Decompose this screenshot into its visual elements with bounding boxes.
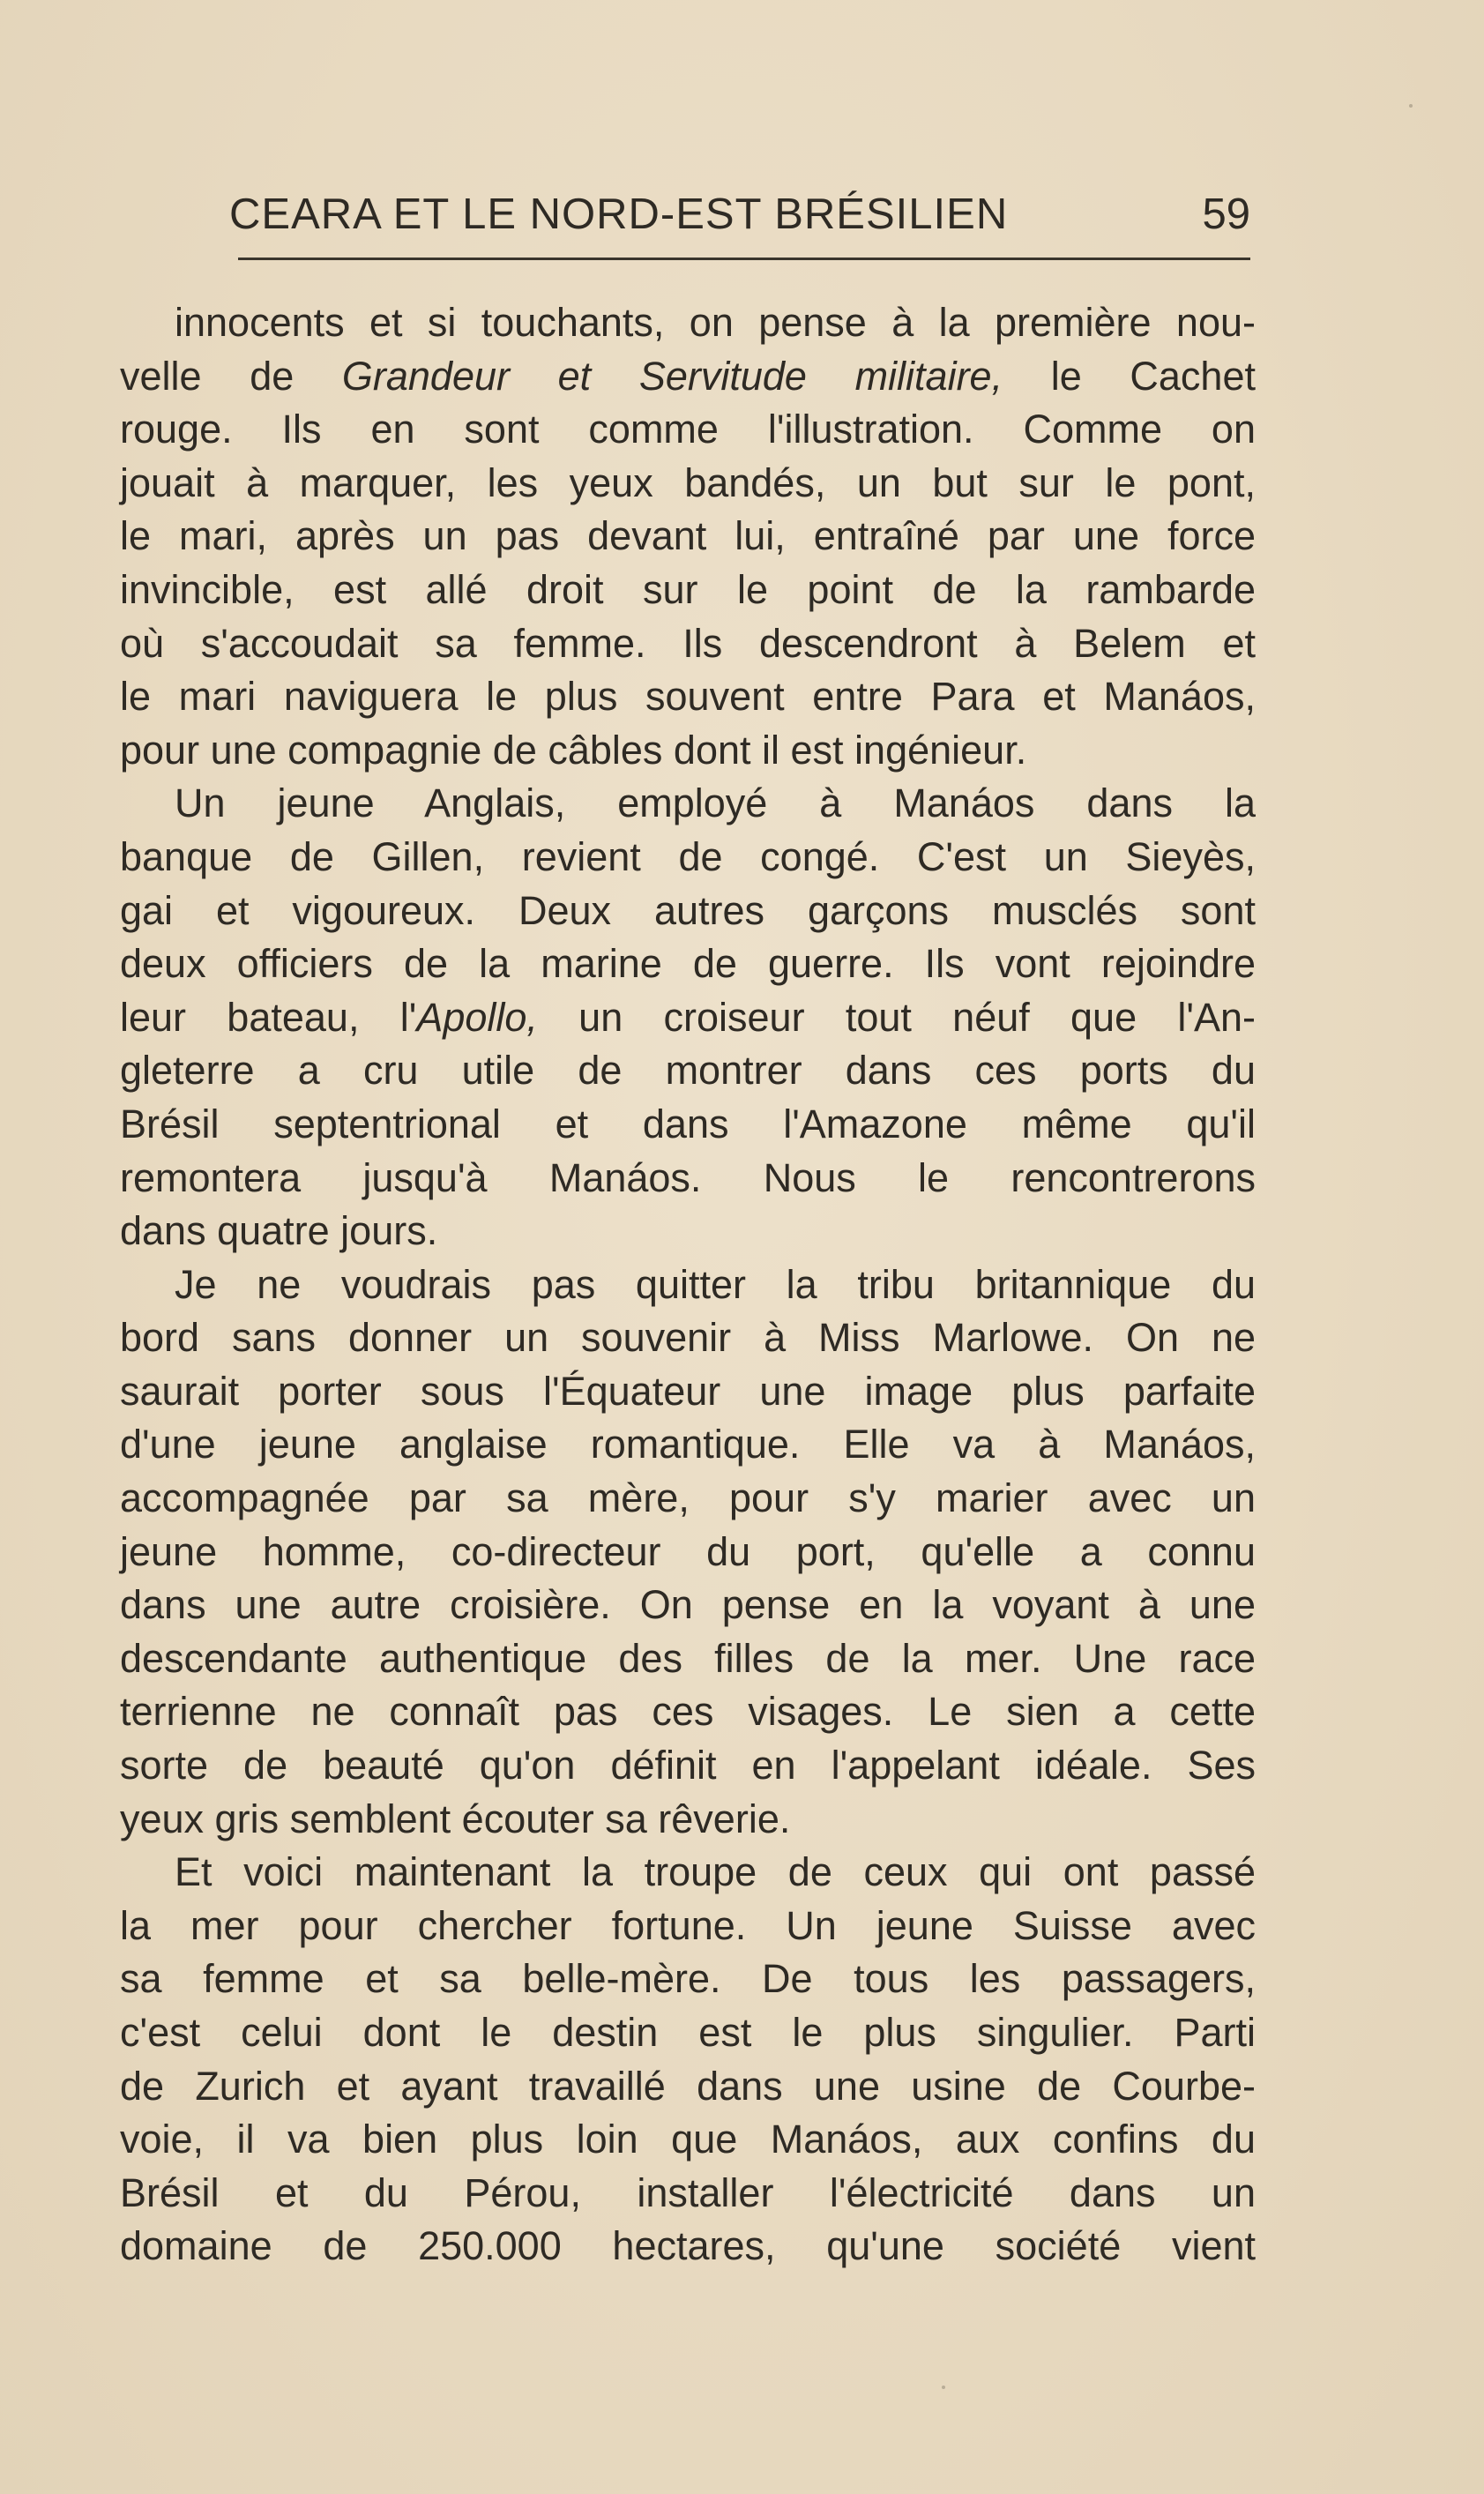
page-header xyxy=(229,187,1250,242)
text-run: velle de xyxy=(120,353,342,399)
text-run: bord sans donner un souvenir à Miss Marlowe. On ne xyxy=(120,1315,1256,1361)
text-run: c'est celui dont le destin est le plus singulier. Parti xyxy=(120,2010,1256,2055)
text-line xyxy=(120,2060,1256,2114)
body-text xyxy=(120,296,1256,2274)
text-line xyxy=(120,1472,1256,1526)
text-run: le Cachet xyxy=(1003,353,1256,399)
text-line xyxy=(120,1365,1256,1419)
text-line xyxy=(120,1205,1256,1258)
text-line xyxy=(120,1044,1256,1098)
text-run: Et voici maintenant la troupe de ceux qui ont passé xyxy=(175,1849,1256,1895)
italic-title: Apollo, xyxy=(416,994,538,1040)
text-run: invincible, est allé droit sur le point de la rambarde xyxy=(120,566,1256,612)
header-rule xyxy=(238,258,1250,260)
text-line xyxy=(120,2167,1256,2221)
text-run: d'une jeune anglaise romantique. Elle va à Manáos, xyxy=(120,1422,1256,1467)
italic-title: Grandeur et Servitude militaire, xyxy=(341,353,1003,399)
text-line xyxy=(120,1579,1256,1632)
text-line xyxy=(120,350,1256,404)
text-line xyxy=(120,1098,1256,1152)
text-run: voie, il va bien plus loin que Manáos, aux confins du xyxy=(120,2117,1256,2162)
text-line xyxy=(120,1685,1256,1739)
text-run: descendante authentique des filles de la mer. Une race xyxy=(120,1635,1256,1681)
text-run: gai et vigoureux. Deux autres garçons musclés sont xyxy=(120,887,1256,933)
text-run: sorte de beauté qu'on définit en l'appelant idéale. Ses xyxy=(120,1743,1256,1788)
text-line xyxy=(120,1526,1256,1579)
text-run: saurait porter sous l'Équateur une image plus parfaite xyxy=(120,1368,1256,1414)
text-line xyxy=(120,2113,1256,2167)
text-line xyxy=(120,564,1256,617)
text-line xyxy=(120,2220,1256,2274)
text-line xyxy=(120,457,1256,511)
text-run: dans quatre jours. xyxy=(120,1208,438,1254)
text-run: innocents et si touchants, on pense à la première nou- xyxy=(175,300,1256,345)
text-line xyxy=(120,2006,1256,2060)
text-run: Brésil et du Pérou, installer l'électricité dans un xyxy=(120,2169,1256,2215)
text-run: le mari naviguera le plus souvent entre Para et Manáos, xyxy=(120,674,1256,720)
text-run: le mari, après un pas devant lui, entraîné par une force xyxy=(120,513,1256,559)
text-run: banque de Gillen, revient de congé. C'est un Sieyès, xyxy=(120,833,1256,879)
text-line xyxy=(120,1258,1256,1312)
text-line xyxy=(120,885,1256,938)
text-line xyxy=(120,617,1256,671)
text-line xyxy=(120,831,1256,885)
text-run: un croiseur tout néuf que l'An- xyxy=(537,994,1256,1040)
text-line xyxy=(120,1632,1256,1686)
text-line xyxy=(120,1953,1256,2006)
text-line xyxy=(120,1846,1256,1900)
text-line xyxy=(120,1418,1256,1472)
text-line xyxy=(120,670,1256,724)
text-run: domaine de 250.000 hectares, qu'une société vient xyxy=(120,2223,1256,2269)
text-run: où s'accoudait sa femme. Ils descendront à Belem et xyxy=(120,620,1256,666)
paper-speck xyxy=(1409,104,1413,108)
text-run: rouge. Ils en sont comme l'illustration. Comme on xyxy=(120,407,1256,452)
text-run: sa femme et sa belle-mère. De tous les passagers, xyxy=(120,1956,1256,2002)
text-run: pour une compagnie de câbles dont il est ingénieur. xyxy=(120,727,1027,773)
text-run: leur bateau, l' xyxy=(120,994,417,1040)
text-line xyxy=(120,296,1256,350)
text-run: gleterre a cru utile de montrer dans ces ports du xyxy=(120,1048,1256,1094)
text-line xyxy=(120,1311,1256,1365)
text-run: de Zurich et ayant travaillé dans une usine de Courbe- xyxy=(120,2063,1256,2109)
text-line xyxy=(120,1152,1256,1206)
text-run: accompagnée par sa mère, pour s'y marier avec un xyxy=(120,1475,1256,1521)
text-line xyxy=(120,991,1256,1045)
page-number: 59 xyxy=(1202,190,1250,238)
text-line xyxy=(120,1900,1256,1953)
text-run: dans une autre croisière. On pense en la voyant à une xyxy=(120,1582,1256,1628)
running-title: CEARA ET LE NORD-EST BRÉSILIEN xyxy=(229,190,1009,238)
text-run: Je ne voudrais pas quitter la tribu britannique du xyxy=(175,1261,1256,1307)
text-run: jouait à marquer, les yeux bandés, un but sur le pont, xyxy=(120,459,1256,505)
text-line xyxy=(120,1793,1256,1847)
text-run: jeune homme, co-directeur du port, qu'elle a connu xyxy=(120,1528,1256,1574)
text-run: remontera jusqu'à Manáos. Nous le rencontrerons xyxy=(120,1154,1256,1200)
text-run: Un jeune Anglais, employé à Manáos dans la xyxy=(175,780,1256,826)
text-line xyxy=(120,403,1256,457)
text-line xyxy=(120,510,1256,564)
text-run: la mer pour chercher fortune. Un jeune Suisse avec xyxy=(120,1902,1256,1948)
paper-speck xyxy=(942,2386,945,2389)
text-run: yeux gris semblent écouter sa rêverie. xyxy=(120,1796,791,1841)
text-line xyxy=(120,777,1256,831)
text-line xyxy=(120,937,1256,991)
text-line xyxy=(120,724,1256,778)
text-run: Brésil septentrional et dans l'Amazone même qu'il xyxy=(120,1101,1256,1146)
text-run: terrienne ne connaît pas ces visages. Le sien a cette xyxy=(120,1689,1256,1735)
text-run: deux officiers de la marine de guerre. Ils vont rejoindre xyxy=(120,941,1256,987)
text-line xyxy=(120,1739,1256,1793)
